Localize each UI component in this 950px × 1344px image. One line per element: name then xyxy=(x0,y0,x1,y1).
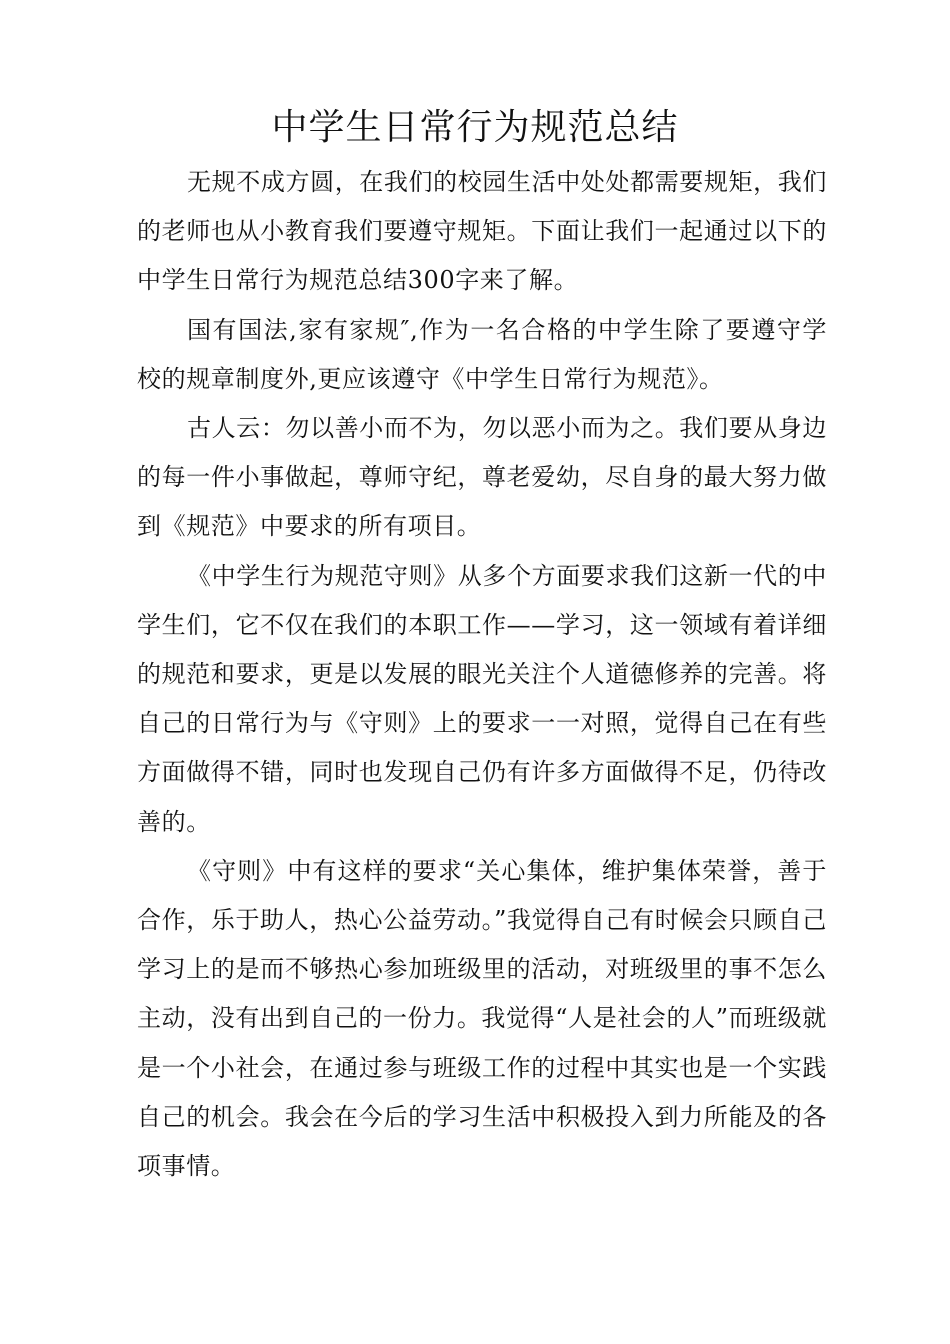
paragraph-5: 《守则》中有这样的要求“关心集体，维护集体荣誉，善于合作，乐于助人，热心公益劳动。”我觉得自己有时候会只顾自己学习上的是而不够热心参加班级里的活动，对班级里的事不怎么主动，没有出到自己的一份力。我觉得“人是社会的人”而班级就是一个小社会，在通过参与班级工作的过程中其实也是一个实践自己的机会。我会在今后的学习生活中积极投入到力所能及的各项事情。 xyxy=(137,856,827,1181)
document-title: 中学生日常行为规范总结 xyxy=(271,107,679,148)
paragraph-3: 古人云：勿以善小而不为，勿以恶小而为之。我们要从身边的每一件小事做起，尊师守纪，尊老爱幼，尽自身的最大努力做到《规范》中要求的所有项目。 xyxy=(137,414,827,541)
paragraph-4: 《中学生行为规范守则》从多个方面要求我们这新一代的中学生们，它不仅在我们的本职工作——学习，这一领域有着详细的规范和要求，更是以发展的眼光关注个人道德修养的完善。将自己的日常行为与《守则》上的要求一一对照，觉得自己在有些方面做得不错，同时也发现自己仍有许多方面做得不足，仍待改善的。 xyxy=(137,561,827,836)
document-body xyxy=(137,158,827,1191)
paragraph-1: 无规不成方圆，在我们的校园生活中处处都需要规矩，我们的老师也从小教育我们要遵守规矩。下面让我们一起通过以下的中学生日常行为规范总结300字来了解。 xyxy=(137,168,827,295)
paragraph-2: 国有国法,家有家规″,作为一名合格的中学生除了要遵守学校的规章制度外,更应该遵守《中学生日常行为规范》。 xyxy=(137,315,827,393)
